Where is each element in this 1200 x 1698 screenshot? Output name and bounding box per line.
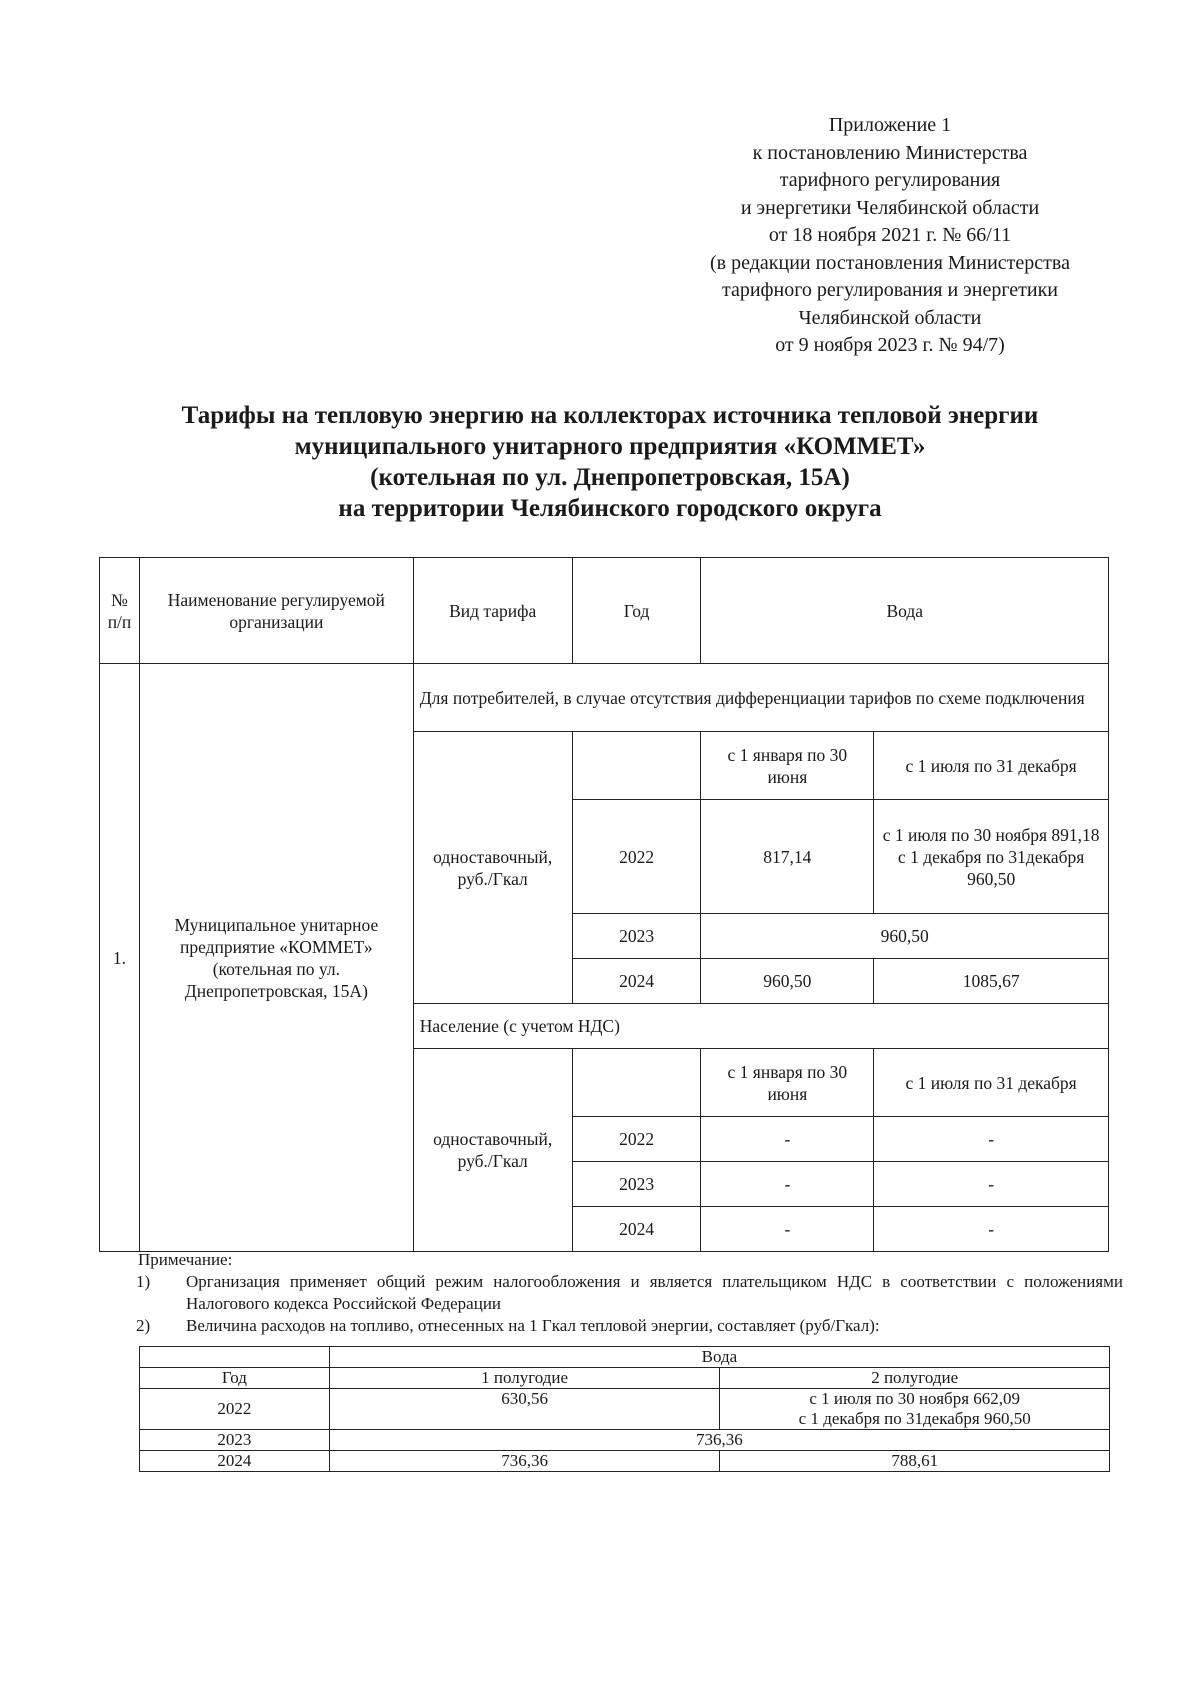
period-first-half: с 1 января по 30 июня bbox=[701, 732, 874, 800]
section-population-label: Население (с учетом НДС) bbox=[413, 1004, 1108, 1049]
year-cell: 2022 bbox=[572, 1117, 701, 1162]
fuel-value: 630,56 bbox=[329, 1389, 720, 1430]
tariff-type-consumers: одноставочный, руб./Гкал bbox=[413, 732, 572, 1004]
fuel-header-water: Вода bbox=[329, 1347, 1109, 1368]
header-num: № п/п bbox=[100, 558, 140, 664]
fuel-value: с 1 июля по 30 ноября 662,09 bbox=[809, 1389, 1021, 1408]
section-consumers-label: Для потребителей, в случае отсутствия дифференциации тарифов по схеме подключения bbox=[413, 664, 1108, 732]
dash-cell: - bbox=[874, 1162, 1109, 1207]
dash-cell: - bbox=[701, 1162, 874, 1207]
fuel-value: 736,36 bbox=[329, 1430, 1109, 1451]
empty-cell bbox=[140, 1347, 330, 1368]
period-first-half: с 1 января по 30 июня bbox=[701, 1049, 874, 1117]
dash-cell: - bbox=[701, 1207, 874, 1252]
empty-cell bbox=[572, 732, 701, 800]
fuel-header-h1: 1 полугодие bbox=[329, 1368, 720, 1389]
header-tariff-type: Вид тарифа bbox=[413, 558, 572, 664]
value-cell: 817,14 bbox=[701, 800, 874, 914]
value-cell: 960,50 bbox=[701, 914, 1109, 959]
empty-cell bbox=[572, 1049, 701, 1117]
year-cell: 2023 bbox=[572, 1162, 701, 1207]
note-text: Величина расходов на топливо, отнесенных на 1 Гкал тепловой энергии, составляет (руб/Гкал): bbox=[186, 1316, 880, 1335]
year-cell: 2022 bbox=[572, 800, 701, 914]
appendix-line: (в редакции постановления Министерства bbox=[710, 251, 1070, 274]
fuel-header-h2: 2 полугодие bbox=[720, 1368, 1110, 1389]
organization-name: Муниципальное унитарное предприятие «КОММЕТ» (котельная по ул. Днепропетровская, 15А) bbox=[139, 664, 413, 1252]
year-cell: 2024 bbox=[572, 1207, 701, 1252]
period-second-half: с 1 июля по 31 декабря bbox=[874, 732, 1109, 800]
appendix-line: к постановлению Министерства bbox=[752, 141, 1028, 164]
document-title bbox=[90, 400, 1130, 524]
year-cell: 2023 bbox=[572, 914, 701, 959]
fuel-value: с 1 декабря по 31декабря 960,50 bbox=[798, 1409, 1031, 1428]
notes-title: Примечание: bbox=[138, 1250, 233, 1269]
appendix-line: тарифного регулирования и энергетики bbox=[721, 279, 1059, 301]
dash-cell: - bbox=[874, 1117, 1109, 1162]
note-number: 1) bbox=[136, 1272, 151, 1291]
header-water: Вода bbox=[701, 558, 1109, 664]
appendix-line: Челябинской области bbox=[798, 306, 982, 329]
fuel-value: 788,61 bbox=[720, 1451, 1110, 1472]
header-org: Наименование регулируемой организации bbox=[139, 558, 413, 664]
tariff-type-population: одноставочный, руб./Гкал bbox=[413, 1049, 572, 1252]
dash-cell: - bbox=[874, 1207, 1109, 1252]
value-cell: 960,50 bbox=[701, 959, 874, 1004]
note-2 bbox=[138, 1315, 1123, 1337]
value-cell: 1085,67 bbox=[874, 959, 1109, 1004]
dash-cell: - bbox=[701, 1117, 874, 1162]
fuel-year: 2024 bbox=[140, 1451, 330, 1472]
appendix-line: от 9 ноября 2023 г. № 94/7) bbox=[775, 334, 1005, 356]
appendix-line: тарифного регулирования bbox=[779, 169, 1001, 191]
year-cell: 2024 bbox=[572, 959, 701, 1004]
title-line: муниципального унитарного предприятия «КОММЕТ» bbox=[294, 433, 926, 460]
title-line: на территории Челябинского городского округа bbox=[338, 495, 882, 522]
fuel-cost-table bbox=[139, 1346, 1110, 1472]
fuel-year: 2022 bbox=[140, 1389, 330, 1430]
row-number: 1. bbox=[100, 664, 140, 1252]
header-year: Год bbox=[572, 558, 701, 664]
title-line: Тарифы на тепловую энергию на коллекторах источника тепловой энергии bbox=[181, 402, 1039, 429]
note-1 bbox=[138, 1271, 1123, 1315]
appendix-line: от 18 ноября 2021 г. № 66/11 bbox=[768, 224, 1012, 246]
note-text: Организация применяет общий режим налогообложения и является плательщиком НДС в соответствии с положениями Налогового кодекса Российской Федерации bbox=[186, 1272, 1123, 1313]
fuel-value: 736,36 bbox=[329, 1451, 720, 1472]
appendix-header bbox=[620, 112, 1160, 360]
appendix-line: Приложение 1 bbox=[828, 114, 952, 136]
fuel-value-split bbox=[720, 1389, 1110, 1430]
title-line: (котельная по ул. Днепропетровская, 15А) bbox=[370, 464, 850, 491]
note-number: 2) bbox=[136, 1316, 151, 1335]
fuel-header-year: Год bbox=[140, 1368, 330, 1389]
notes bbox=[138, 1249, 1123, 1337]
period-second-half: с 1 июля по 31 декабря bbox=[874, 1049, 1109, 1117]
tariff-table bbox=[99, 557, 1109, 1252]
appendix-line: и энергетики Челябинской области bbox=[740, 196, 1040, 219]
value-cell: с 1 июля по 30 ноября 891,18 с 1 декабря по 31декабря 960,50 bbox=[874, 800, 1109, 914]
fuel-year: 2023 bbox=[140, 1430, 330, 1451]
